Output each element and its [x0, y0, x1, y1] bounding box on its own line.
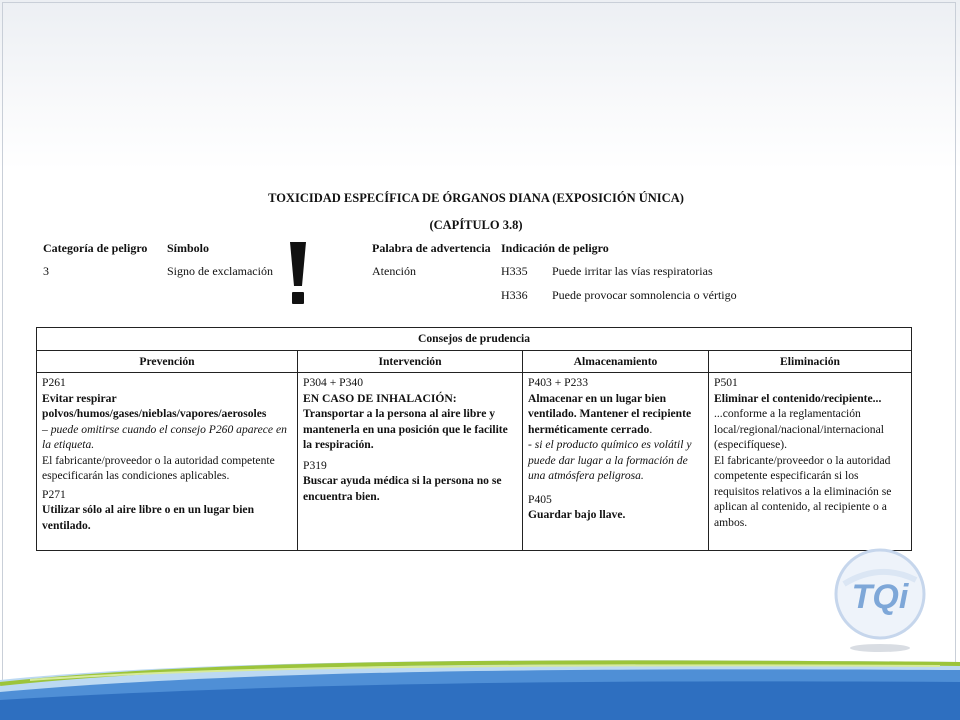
- statement-note: El fabricante/proveedor o la autoridad competente especificarán si los requisitos relativos a la eliminación se aplican al contenido, al recipiente o a ambos.: [714, 453, 892, 529]
- category-header: Categoría de peligro: [43, 241, 148, 255]
- statement-code: P271: [42, 487, 66, 501]
- precaution-table: [36, 327, 912, 551]
- statement-note: - si el producto químico es volátil y puede dar lugar a la formación de una atmósfera peligrosa.: [528, 438, 692, 482]
- statement-code: P304 + P340: [303, 376, 364, 389]
- tqi-logo: [830, 548, 930, 654]
- statement-text: Almacenar en un lugar bien ventilado. Mantener el recipiente herméticamente cerrado: [528, 391, 692, 436]
- signal-word-header: Palabra de advertencia: [372, 241, 491, 255]
- statement-note: – puede omitirse cuando el consejo P260 aparece en la etiqueta.: [42, 422, 287, 451]
- disposal-cell: [709, 373, 912, 551]
- statement-note: ...conforme a la reglamentación local/regional/nacional/internacional (especifíquese).: [714, 407, 884, 451]
- statement-code: P501: [714, 376, 738, 389]
- statement-code: P403 + P233: [528, 376, 589, 389]
- column-header-disposal: Eliminación: [709, 350, 912, 373]
- signal-word-value: Atención: [372, 264, 416, 278]
- statement-text: Eliminar el contenido/recipiente...: [714, 391, 882, 405]
- hazard-code: H336: [501, 288, 528, 302]
- exclamation-icon: [286, 240, 310, 308]
- hazard-text: Puede irritar las vías respiratorias: [552, 264, 713, 278]
- table-title: Consejos de prudencia: [37, 328, 912, 351]
- table-row: [37, 373, 912, 551]
- document-title: TOXICIDAD ESPECÍFICA DE ÓRGANOS DIANA (EXPOSICIÓN ÚNICA): [268, 191, 684, 205]
- prevention-cell: [37, 373, 298, 551]
- symbol-header: Símbolo: [167, 241, 210, 255]
- statement-text: Buscar ayuda médica si la persona no se encuentra bien.: [303, 474, 502, 503]
- statement-text: polvos/humos/gases/nieblas/vapores/aerosoles: [42, 407, 267, 420]
- footer-wave-decoration: [0, 640, 960, 720]
- statement-code: P405: [528, 492, 552, 506]
- hazard-code: H335: [501, 264, 528, 278]
- statement-code: P319: [303, 458, 327, 472]
- document-subtitle: (CAPÍTULO 3.8): [429, 218, 523, 232]
- statement-text: Guardar bajo llave.: [528, 508, 626, 521]
- intervention-cell: [298, 373, 523, 551]
- statement-note: El fabricante/proveedor o la autoridad competente especificarán las condiciones aplicables.: [42, 453, 275, 482]
- statement-heading: EN CASO DE INHALACIÓN:: [303, 391, 457, 405]
- storage-cell: [523, 373, 709, 551]
- hazard-text: Puede provocar somnolencia o vértigo: [552, 288, 737, 302]
- logo-text: TQi: [851, 578, 909, 616]
- column-header-prevention: Prevención: [37, 350, 298, 373]
- statement-text: Utilizar sólo al aire libre o en un lugar bien ventilado.: [42, 503, 255, 532]
- statement-code: P261: [42, 376, 66, 389]
- symbol-value: Signo de exclamación: [167, 264, 273, 278]
- table-title-row: [37, 328, 912, 351]
- statement-text: Transportar a la persona al aire libre y mantenerla en una posición que le facilite la respiración.: [303, 407, 508, 451]
- document-image: [28, 178, 924, 562]
- category-value: 3: [43, 264, 49, 278]
- column-header-intervention: Intervención: [298, 350, 523, 373]
- statement-punctuation: .: [649, 422, 653, 436]
- statement-text: Evitar respirar: [42, 391, 117, 405]
- column-header-storage: Almacenamiento: [523, 350, 709, 373]
- hazard-statement-header: Indicación de peligro: [501, 241, 609, 255]
- table-header-row: [37, 350, 912, 373]
